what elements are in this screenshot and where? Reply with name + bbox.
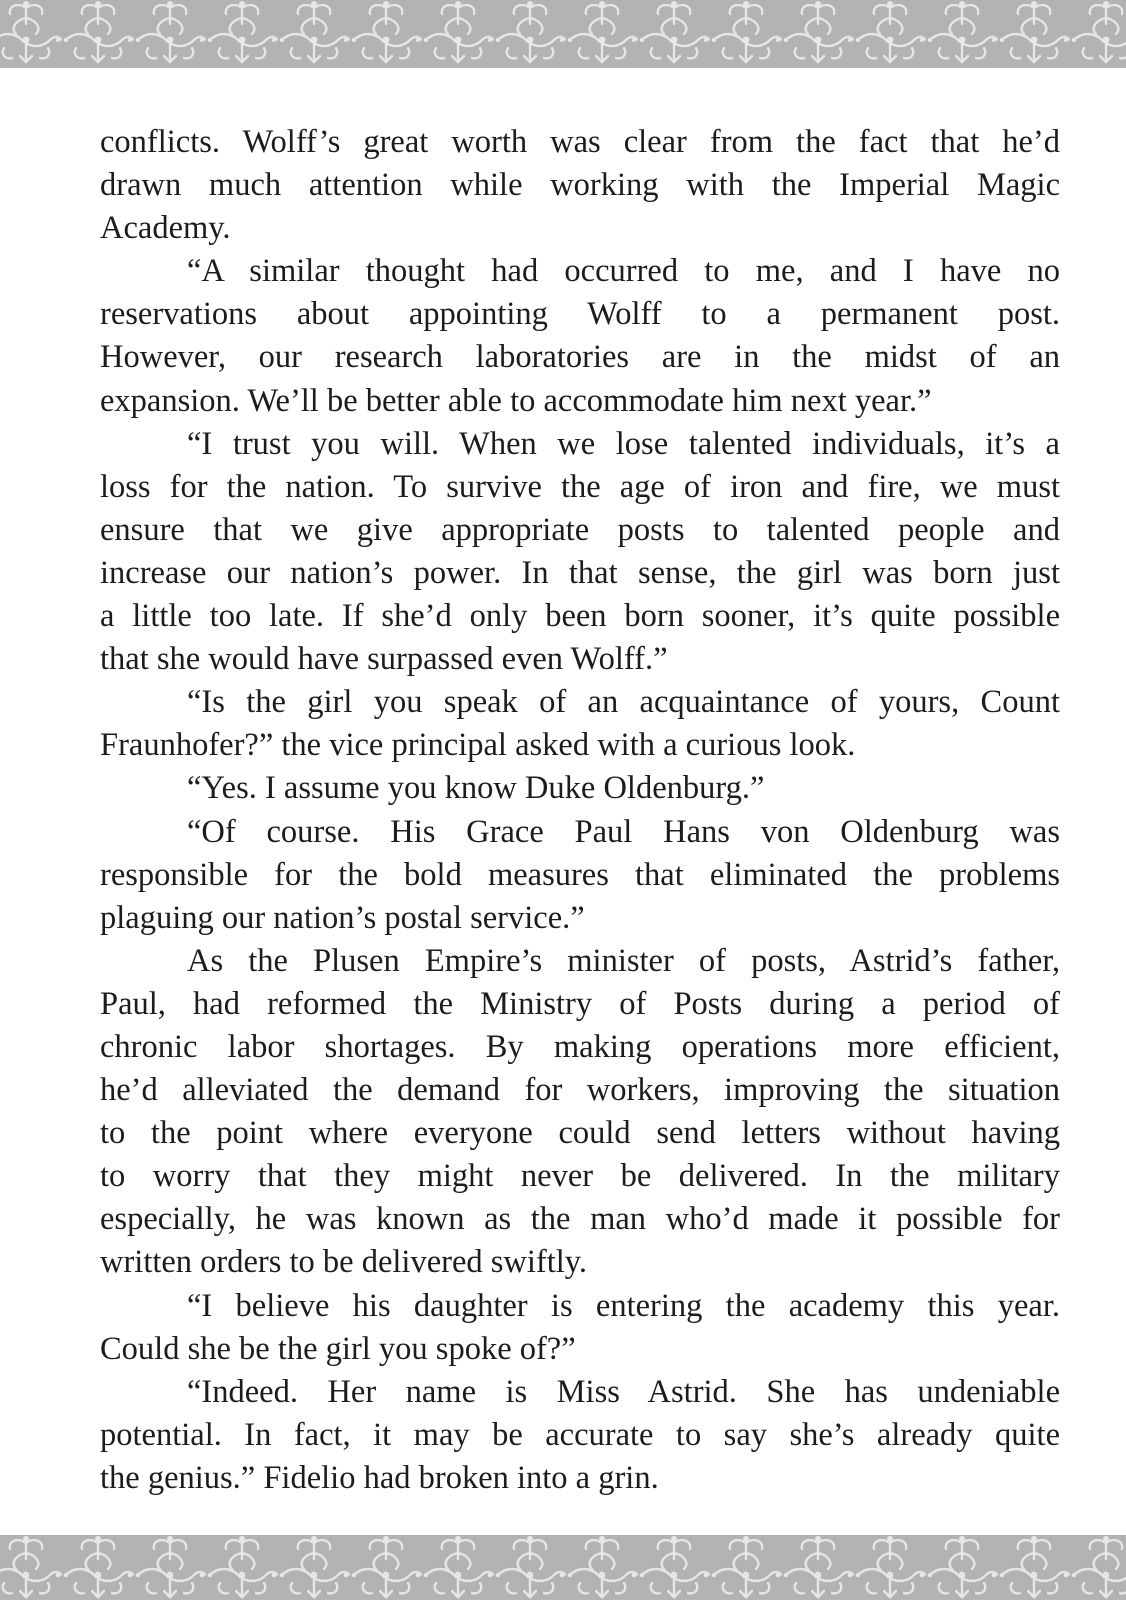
text-line: “Yes. I assume you know Duke Oldenburg.” <box>187 770 765 807</box>
text-line: increase our nation’s power. In that sense, the girl was born just <box>100 554 1060 591</box>
text-line: potential. In fact, it may be accurate to say she’s already quite <box>100 1416 1060 1453</box>
text-line: especially, he was known as the man who’d made it possible for <box>100 1201 1060 1238</box>
text-line: chronic labor shortages. By making operations more efficient, <box>100 1028 1060 1065</box>
damask-flourish-icon <box>0 1535 1126 1600</box>
text-line: responsible for the bold measures that eliminated the problems <box>100 856 1060 893</box>
text-line: “Of course. His Grace Paul Hans von Oldenburg was <box>187 813 1060 850</box>
text-line: “I believe his daughter is entering the academy this year. <box>187 1287 1060 1324</box>
text-line: plaguing our nation’s postal service.” <box>100 899 585 936</box>
text-line: Could she be the girl you spoke of?” <box>100 1330 576 1367</box>
text-line: As the Plusen Empire’s minister of posts, Astrid’s father, <box>187 942 1060 979</box>
text-line: to the point where everyone could send letters without having <box>100 1115 1060 1152</box>
text-line: “I trust you will. When we lose talented individuals, it’s a <box>187 425 1060 462</box>
text-line: to worry that they might never be delivered. In the military <box>100 1158 1060 1195</box>
text-line: a little too late. If she’d only been born sooner, it’s quite possible <box>100 598 1060 635</box>
text-line: conflicts. Wolff’s great worth was clear from the fact that he’d <box>100 124 1060 160</box>
text-line: Fraunhofer?” the vice principal asked with a curious look. <box>100 727 856 764</box>
text-line: that she would have surpassed even Wolff.” <box>100 641 668 678</box>
text-line: Academy. <box>100 210 231 247</box>
damask-flourish-icon <box>0 0 1126 68</box>
page-body-text <box>100 121 1060 1500</box>
text-line: Paul, had reformed the Ministry of Posts during a period of <box>100 985 1060 1022</box>
text-line: written orders to be delivered swiftly. <box>100 1244 588 1281</box>
text-line: drawn much attention while working with the Imperial Magic <box>100 167 1060 204</box>
text-line: “A similar thought had occurred to me, and I have no <box>187 253 1060 290</box>
text-line: “Is the girl you speak of an acquaintance of yours, Count <box>187 684 1060 721</box>
text-line: the genius.” Fidelio had broken into a grin. <box>100 1459 659 1496</box>
text-line: However, our research laboratories are in the midst of an <box>100 339 1060 376</box>
footer-ornament-band <box>0 1535 1126 1600</box>
text-line: reservations about appointing Wolff to a permanent post. <box>100 296 1060 333</box>
header-ornament-band <box>0 0 1126 68</box>
text-line: ensure that we give appropriate posts to talented people and <box>100 511 1060 548</box>
text-line: “Indeed. Her name is Miss Astrid. She has undeniable <box>187 1373 1060 1410</box>
text-line: expansion. We’ll be better able to accommodate him next year.” <box>100 382 932 419</box>
text-line: loss for the nation. To survive the age of iron and fire, we must <box>100 468 1060 505</box>
text-line: he’d alleviated the demand for workers, improving the situation <box>100 1072 1060 1109</box>
